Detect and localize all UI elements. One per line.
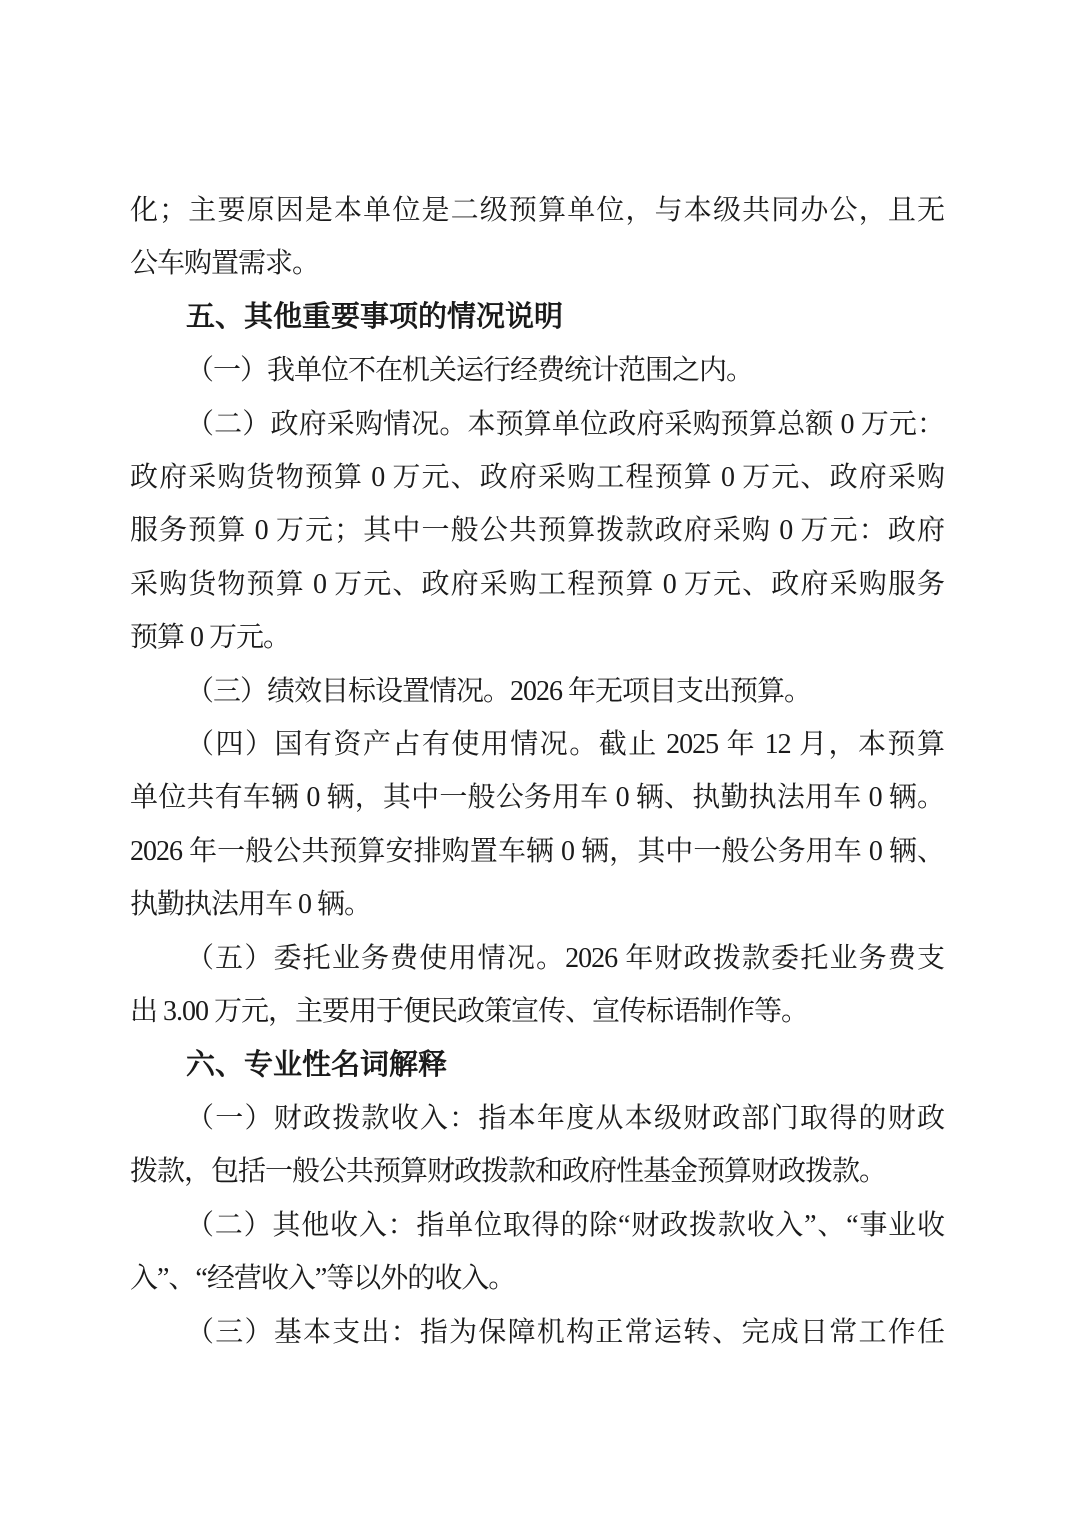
paragraph [130,1092,944,1199]
paragraph [130,1306,944,1359]
text-line: （五）委托业务费使用情况。2026 年财政拨款委托业务费支 [186,942,944,974]
text-line: （三）基本支出：指为保障机构正常运转、完成日常工作任 [186,1316,944,1348]
text-line: （一）财政拨款收入：指本年度从本级财政部门取得的财政 [186,1102,944,1134]
text-line: 执勤执法用车 0 辆。 [130,889,372,921]
paragraph [130,718,944,932]
paragraph [130,398,944,665]
paragraph [130,932,944,1039]
text-line: 出 3.00 万元，主要用于便民政策宣传、宣传标语制作等。 [130,996,809,1028]
text-line: 2026 年一般公共预算安排购置车辆 0 辆，其中一般公务用车 0 辆、 [130,835,944,867]
paragraph [130,1199,944,1306]
section-heading-5: 五、其他重要事项的情况说明 [186,300,564,333]
text-block [130,184,944,1359]
paragraph [130,665,944,718]
section-heading-6: 六、专业性名词解释 [186,1048,448,1081]
text-line: 拨款，包括一般公共预算财政拨款和政府性基金预算财政拨款。 [130,1156,887,1188]
section [130,1039,944,1092]
text-line: 公车购置需求。 [130,248,320,280]
text-line: （二）其他收入：指单位取得的除“财政拨款收入”、“事业收 [186,1209,944,1241]
text-line: （二）政府采购情况。本预算单位政府采购预算总额 0 万元： [186,408,944,440]
section [130,291,944,344]
paragraph [130,184,944,291]
text-line: 化；主要原因是本单位是二级预算单位，与本级共同办公，且无 [130,195,944,226]
text-line: （三）绩效目标设置情况。2026 年无项目支出预算。 [186,675,812,707]
text-line: （四）国有资产占有使用情况。截止 2025 年 12 月，本预算 [186,729,944,761]
text-line: （一）我单位不在机关运行经费统计范围之内。 [186,355,754,387]
text-line: 入”、“经营收入”等以外的收入。 [130,1263,516,1295]
text-line: 服务预算 0 万元；其中一般公共预算拨款政府采购 0 万元：政府 [130,515,944,547]
text-line: 预算 0 万元。 [130,622,291,654]
text-line: 单位共有车辆 0 辆，其中一般公务用车 0 辆、执勤执法用车 0 辆。 [130,782,944,814]
paragraph [130,344,944,397]
text-line: 采购货物预算 0 万元、政府采购工程预算 0 万元、政府采购服务 [130,568,944,600]
text-line: 政府采购货物预算 0 万元、政府采购工程预算 0 万元、政府采购 [130,462,944,494]
